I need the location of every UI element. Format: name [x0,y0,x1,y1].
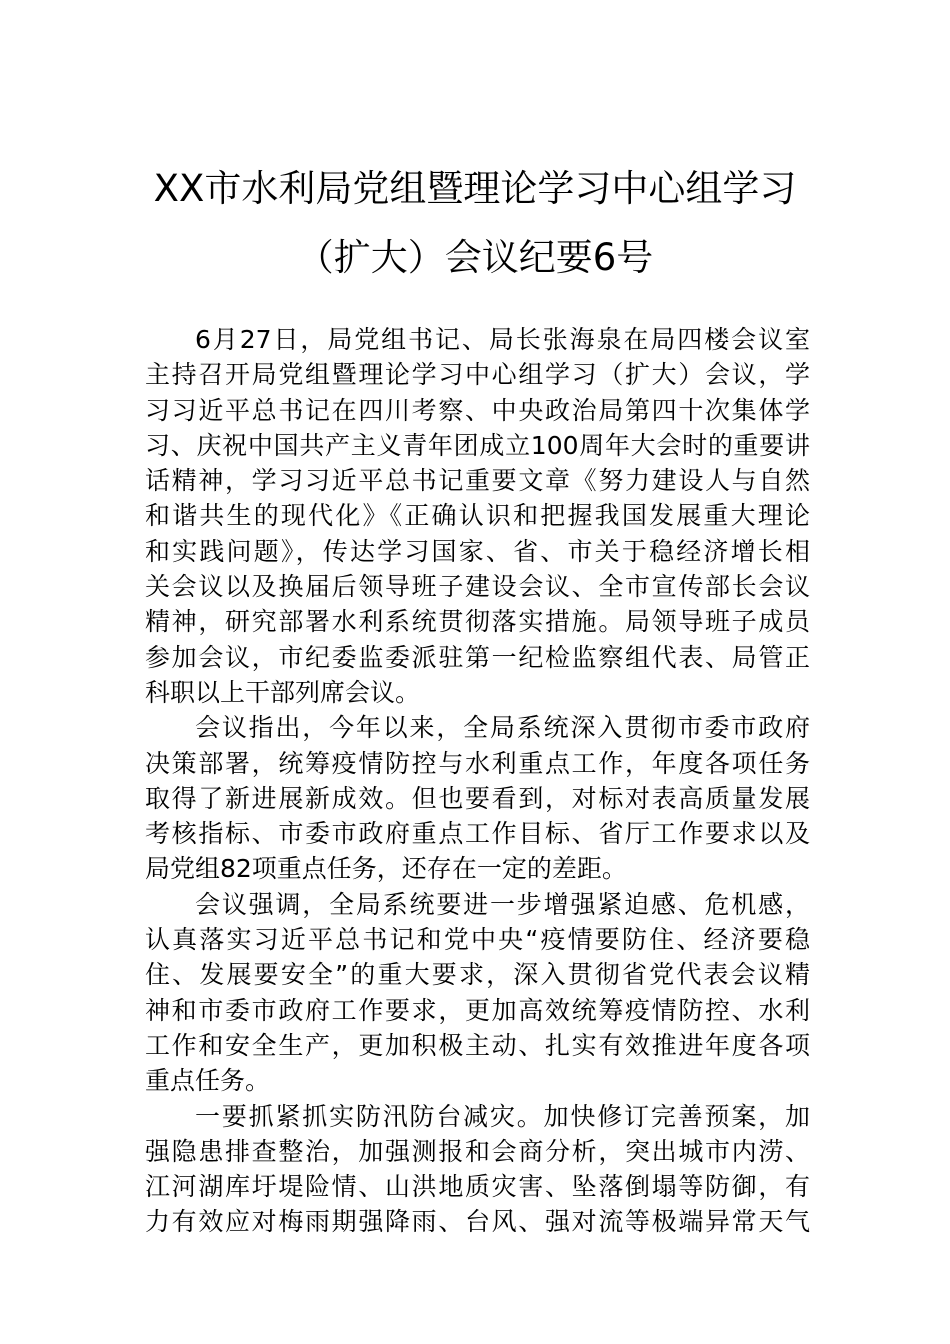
body-line: 决策部署，统筹疫情防控与水利重点工作，年度各项任务 [145,748,810,778]
body-line: 科职以上干部列席会议。 [145,677,421,707]
body-line: 一要抓紧抓实防汛防台减灾。加快修订完善预案，加 [195,1101,810,1131]
body-line: 精神，研究部署水利系统贯彻落实措施。局领导班子成员 [145,607,810,637]
body-line: 工作和安全生产，更加积极主动、扎实有效推进年度各项 [145,1030,810,1060]
document-body [145,322,810,1240]
body-line: 江河湖库圩堤险情、山洪地质灾害、坠落倒塌等防御，有 [145,1172,810,1202]
body-line: 会议强调，全局系统要进一步增强紧迫感、危机感， [195,889,810,919]
body-line: 习、庆祝中国共产主义青年团成立100周年大会时的重要讲 [145,430,810,460]
body-line: 强隐患排查整治，加强测报和会商分析，突出城市内涝、 [145,1136,810,1166]
body-line: 会议指出，今年以来，全局系统深入贯彻市委市政府 [195,713,810,743]
body-line: 神和市委市政府工作要求，更加高效统筹疫情防控、水利 [145,995,810,1025]
body-line: 参加会议，市纪委监委派驻第一纪检监察组代表、局管正 [145,642,810,672]
body-line: 重点任务。 [145,1066,271,1096]
body-line: 6月27日，局党组书记、局长张海泉在局四楼会议室 [195,325,810,354]
body-line: 局党组82项重点任务，还存在一定的差距。 [145,854,627,884]
body-line: 主持召开局党组暨理论学习中心组学习（扩大）会议，学 [145,360,810,390]
body-line: 话精神，学习习近平总书记重要文章《努力建设人与自然 [145,466,810,496]
body-line: 关会议以及换届后领导班子建设会议、全市宣传部长会议 [145,572,810,602]
body-line: 习习近平总书记在四川考察、中央政治局第四十次集体学 [145,395,810,425]
body-line: 和实践问题》，传达学习国家、省、市关于稳经济增长相 [145,536,810,566]
document-title-line-1: XX市水利局党组暨理论学习中心组学习 [153,167,797,210]
body-line: 取得了新进展新成效。但也要看到，对标对表高质量发展 [145,783,810,813]
body-line: 力有效应对梅雨期强降雨、台风、强对流等极端异常天气 [145,1207,810,1237]
document-title-line-2: （扩大）会议纪要6号 [296,236,654,279]
body-line: 认真落实习近平总书记和党中央“疫情要防住、经济要稳 [145,925,810,955]
body-line: 和谐共生的现代化》《正确认识和把握我国发展重大理论 [145,501,810,531]
body-line: 住、发展要安全”的重大要求，深入贯彻省党代表会议精 [145,960,810,990]
body-line: 考核指标、市委市政府重点工作目标、省厅工作要求以及 [145,819,810,849]
